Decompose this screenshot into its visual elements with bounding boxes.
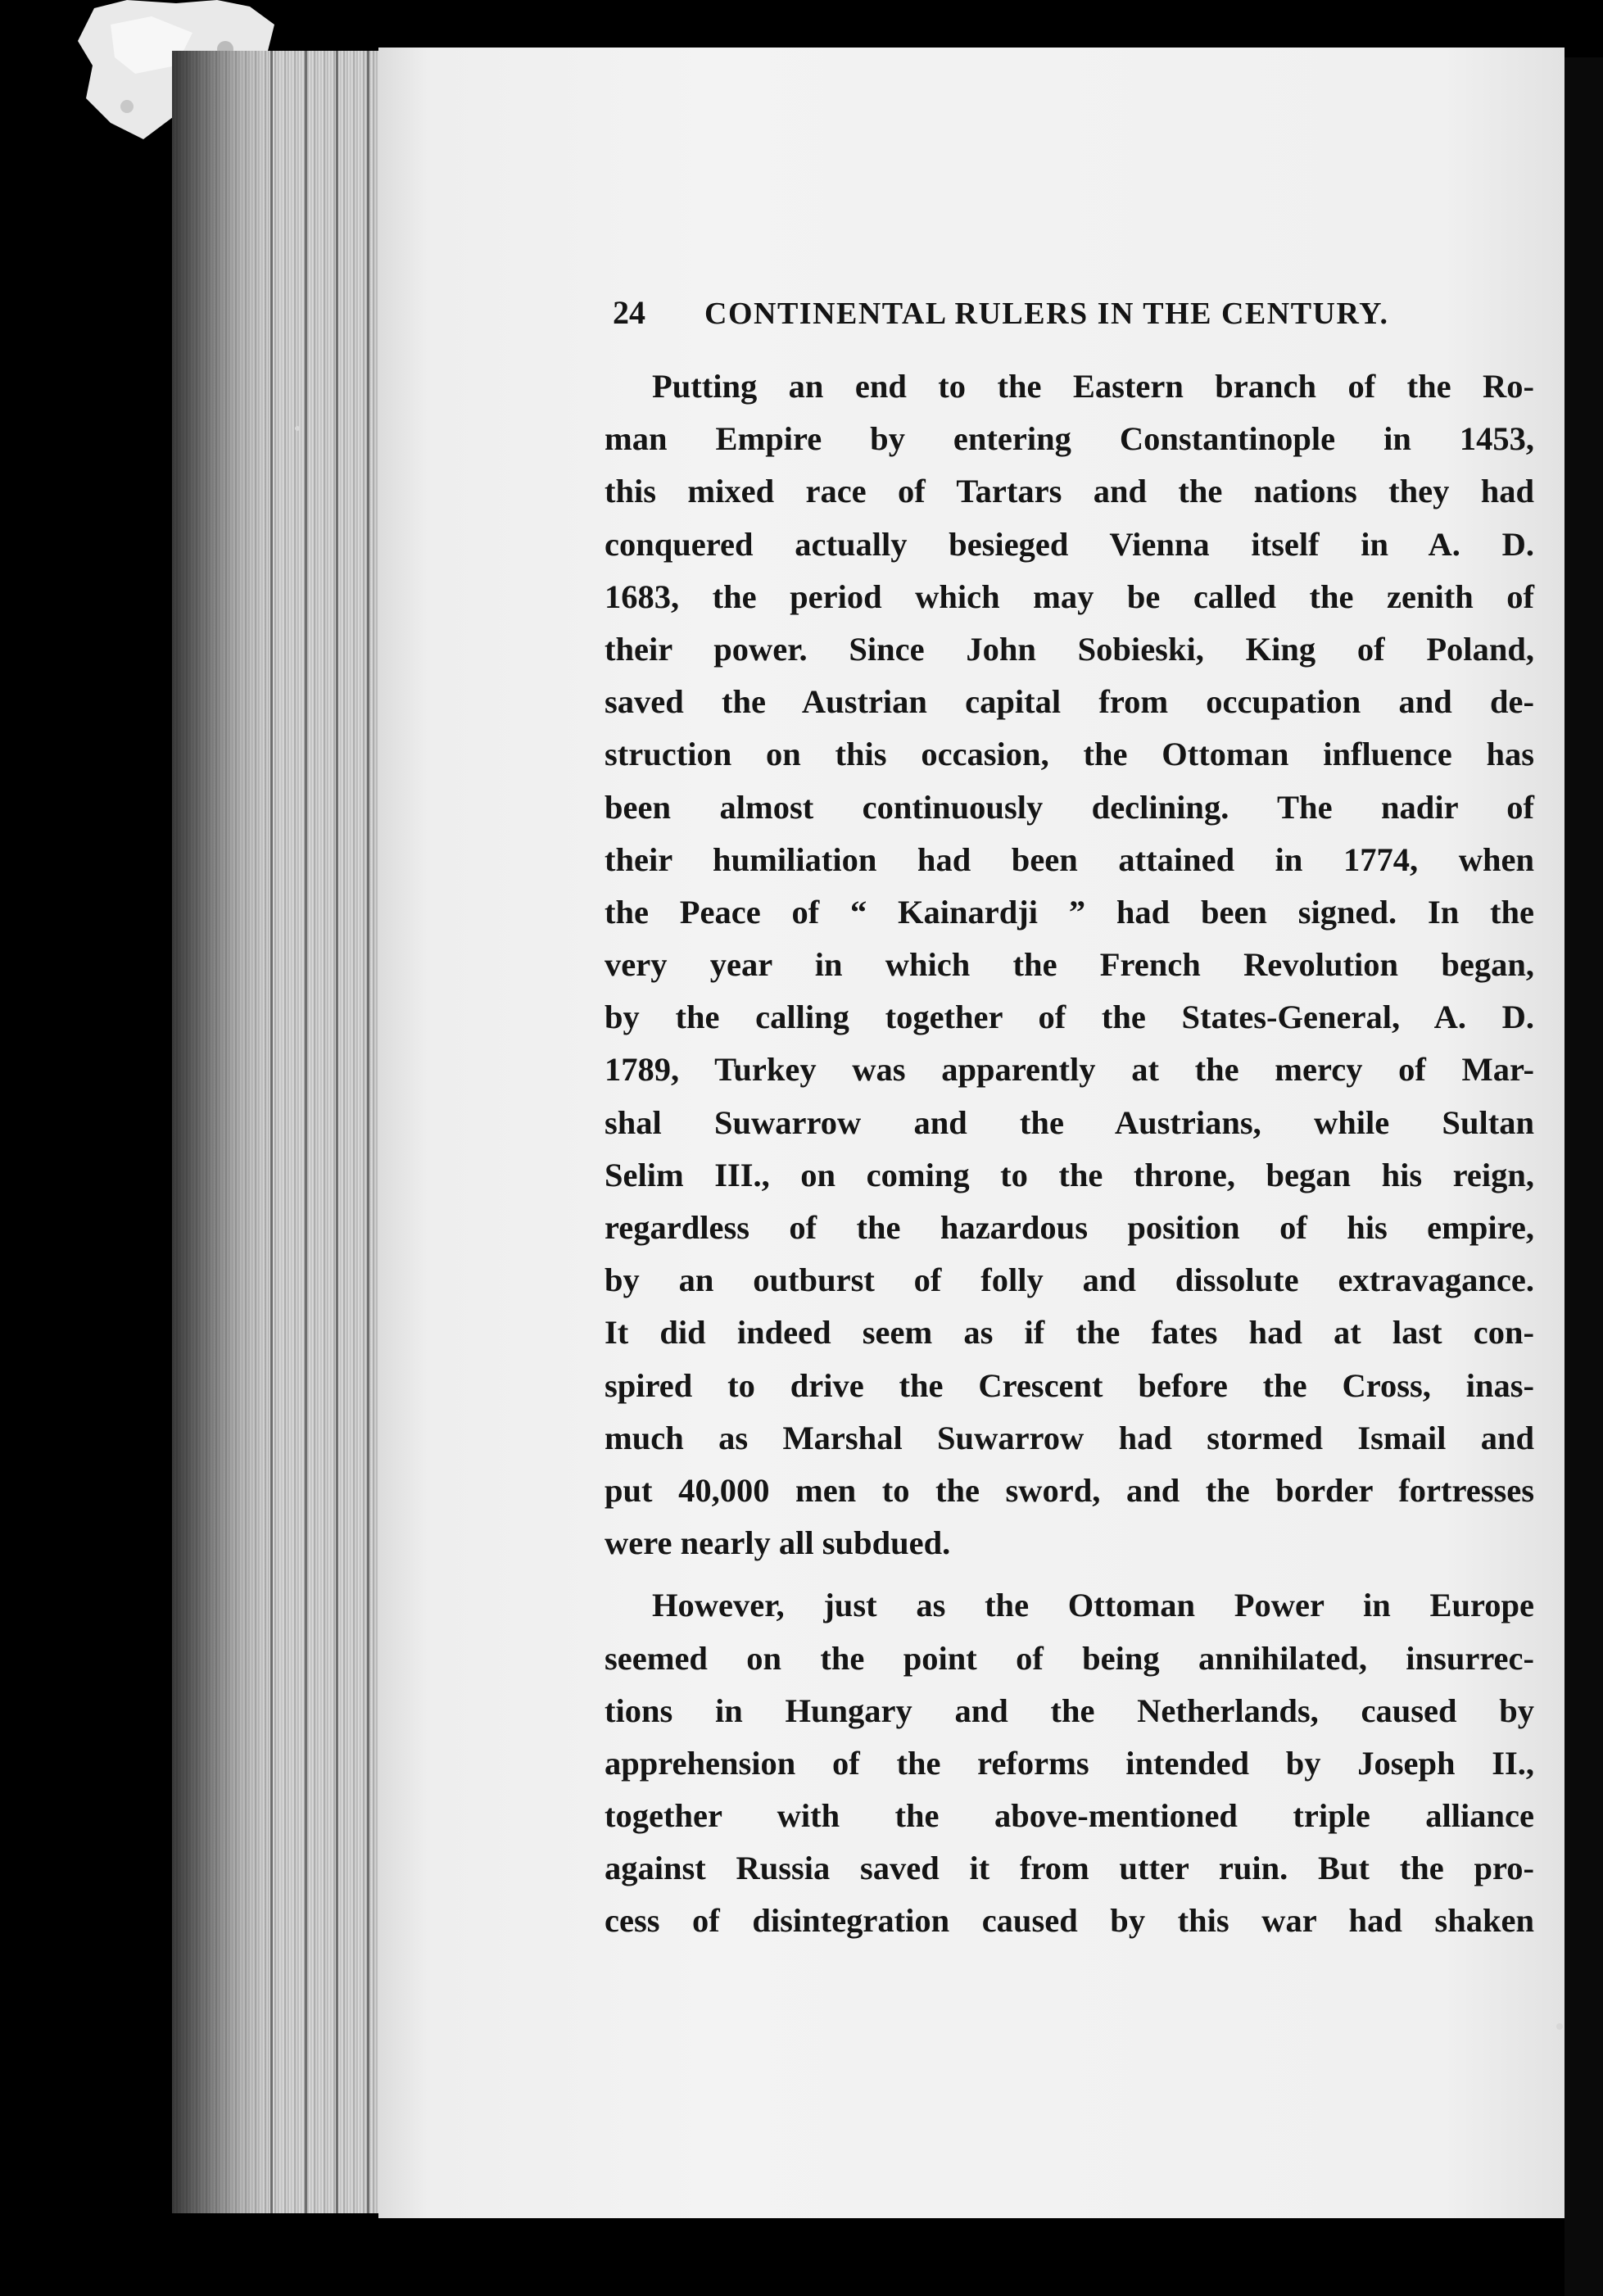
text-line: spired to drive the Crescent before the Cross, inas- <box>605 1366 1534 1404</box>
text-line: very year in which the French Revolution began, <box>605 946 1534 984</box>
dust-speck <box>295 426 300 431</box>
paragraph-2 <box>605 1579 1534 1947</box>
text-line: put 40,000 men to the sword, and the border fortresses <box>605 1471 1534 1509</box>
text-line: their humiliation had been attained in 1774, when <box>605 840 1534 878</box>
text-line: 1789, Turkey was apparently at the mercy of Mar- <box>605 1051 1534 1089</box>
text-line: conquered actually besieged Vienna itself in A. D. <box>605 525 1534 563</box>
text-line: by an outburst of folly and dissolute extravagance. <box>605 1261 1534 1299</box>
page-edge-line <box>336 51 338 2213</box>
dark-margin-right <box>1565 57 1603 2296</box>
page-edge-line <box>367 51 369 2213</box>
text-line: tions in Hungary and the Netherlands, caused by <box>605 1691 1534 1729</box>
text-line: Putting an end to the Eastern branch of the Ro- <box>652 368 1534 405</box>
text-line: together with the above-mentioned triple alliance <box>605 1797 1534 1835</box>
text-line: the Peace of “ Kainardji ” had been signed. In the <box>605 893 1534 931</box>
body-text <box>605 360 1534 1948</box>
text-line: been almost continuously declining. The nadir of <box>605 788 1534 826</box>
text-line: apprehension of the reforms intended by Joseph II., <box>605 1744 1534 1782</box>
paragraph-1 <box>605 360 1534 1569</box>
text-line: seemed on the point of being annihilated, insurrec- <box>605 1639 1534 1677</box>
text-line: man Empire by entering Constantinople in 1453, <box>605 420 1534 458</box>
page-edge-line <box>305 51 307 2213</box>
text-line: saved the Austrian capital from occupation and de- <box>605 683 1534 721</box>
page-number: 24 <box>613 294 645 331</box>
text-line: against Russia saved it from utter ruin. But the pro- <box>605 1850 1534 1887</box>
text-line: by the calling together of the States-General, A. D. <box>605 999 1534 1036</box>
text-line: this mixed race of Tartars and the nations they had <box>605 473 1534 510</box>
text-line: shal Suwarrow and the Austrians, while Sultan <box>605 1103 1534 1141</box>
text-line: It did indeed seem as if the fates had at last con- <box>605 1314 1534 1352</box>
running-title: CONTINENTAL RULERS IN THE CENTURY. <box>704 297 1389 331</box>
text-line: struction on this occasion, the Ottoman influence has <box>605 736 1534 773</box>
text-line: were nearly all subdued. <box>605 1524 951 1562</box>
text-line: regardless of the hazardous position of his empire, <box>605 1209 1534 1246</box>
page-header <box>605 293 1448 342</box>
text-line: Selim III., on coming to the throne, began his reign, <box>605 1156 1534 1193</box>
text-line: cess of disintegration caused by this war had shaken <box>605 1902 1534 1940</box>
text-line: 1683, the period which may be called the zenith of <box>605 577 1534 615</box>
page-edge-line <box>270 51 273 2213</box>
text-line: However, just as the Ottoman Power in Europe <box>652 1587 1534 1624</box>
dust-speck <box>1556 2023 1563 2030</box>
text-line: their power. Since John Sobieski, King of Poland, <box>605 630 1534 668</box>
text-line: much as Marshal Suwarrow had stormed Ismail and <box>605 1419 1534 1456</box>
page-edges-shadow <box>172 51 270 2213</box>
